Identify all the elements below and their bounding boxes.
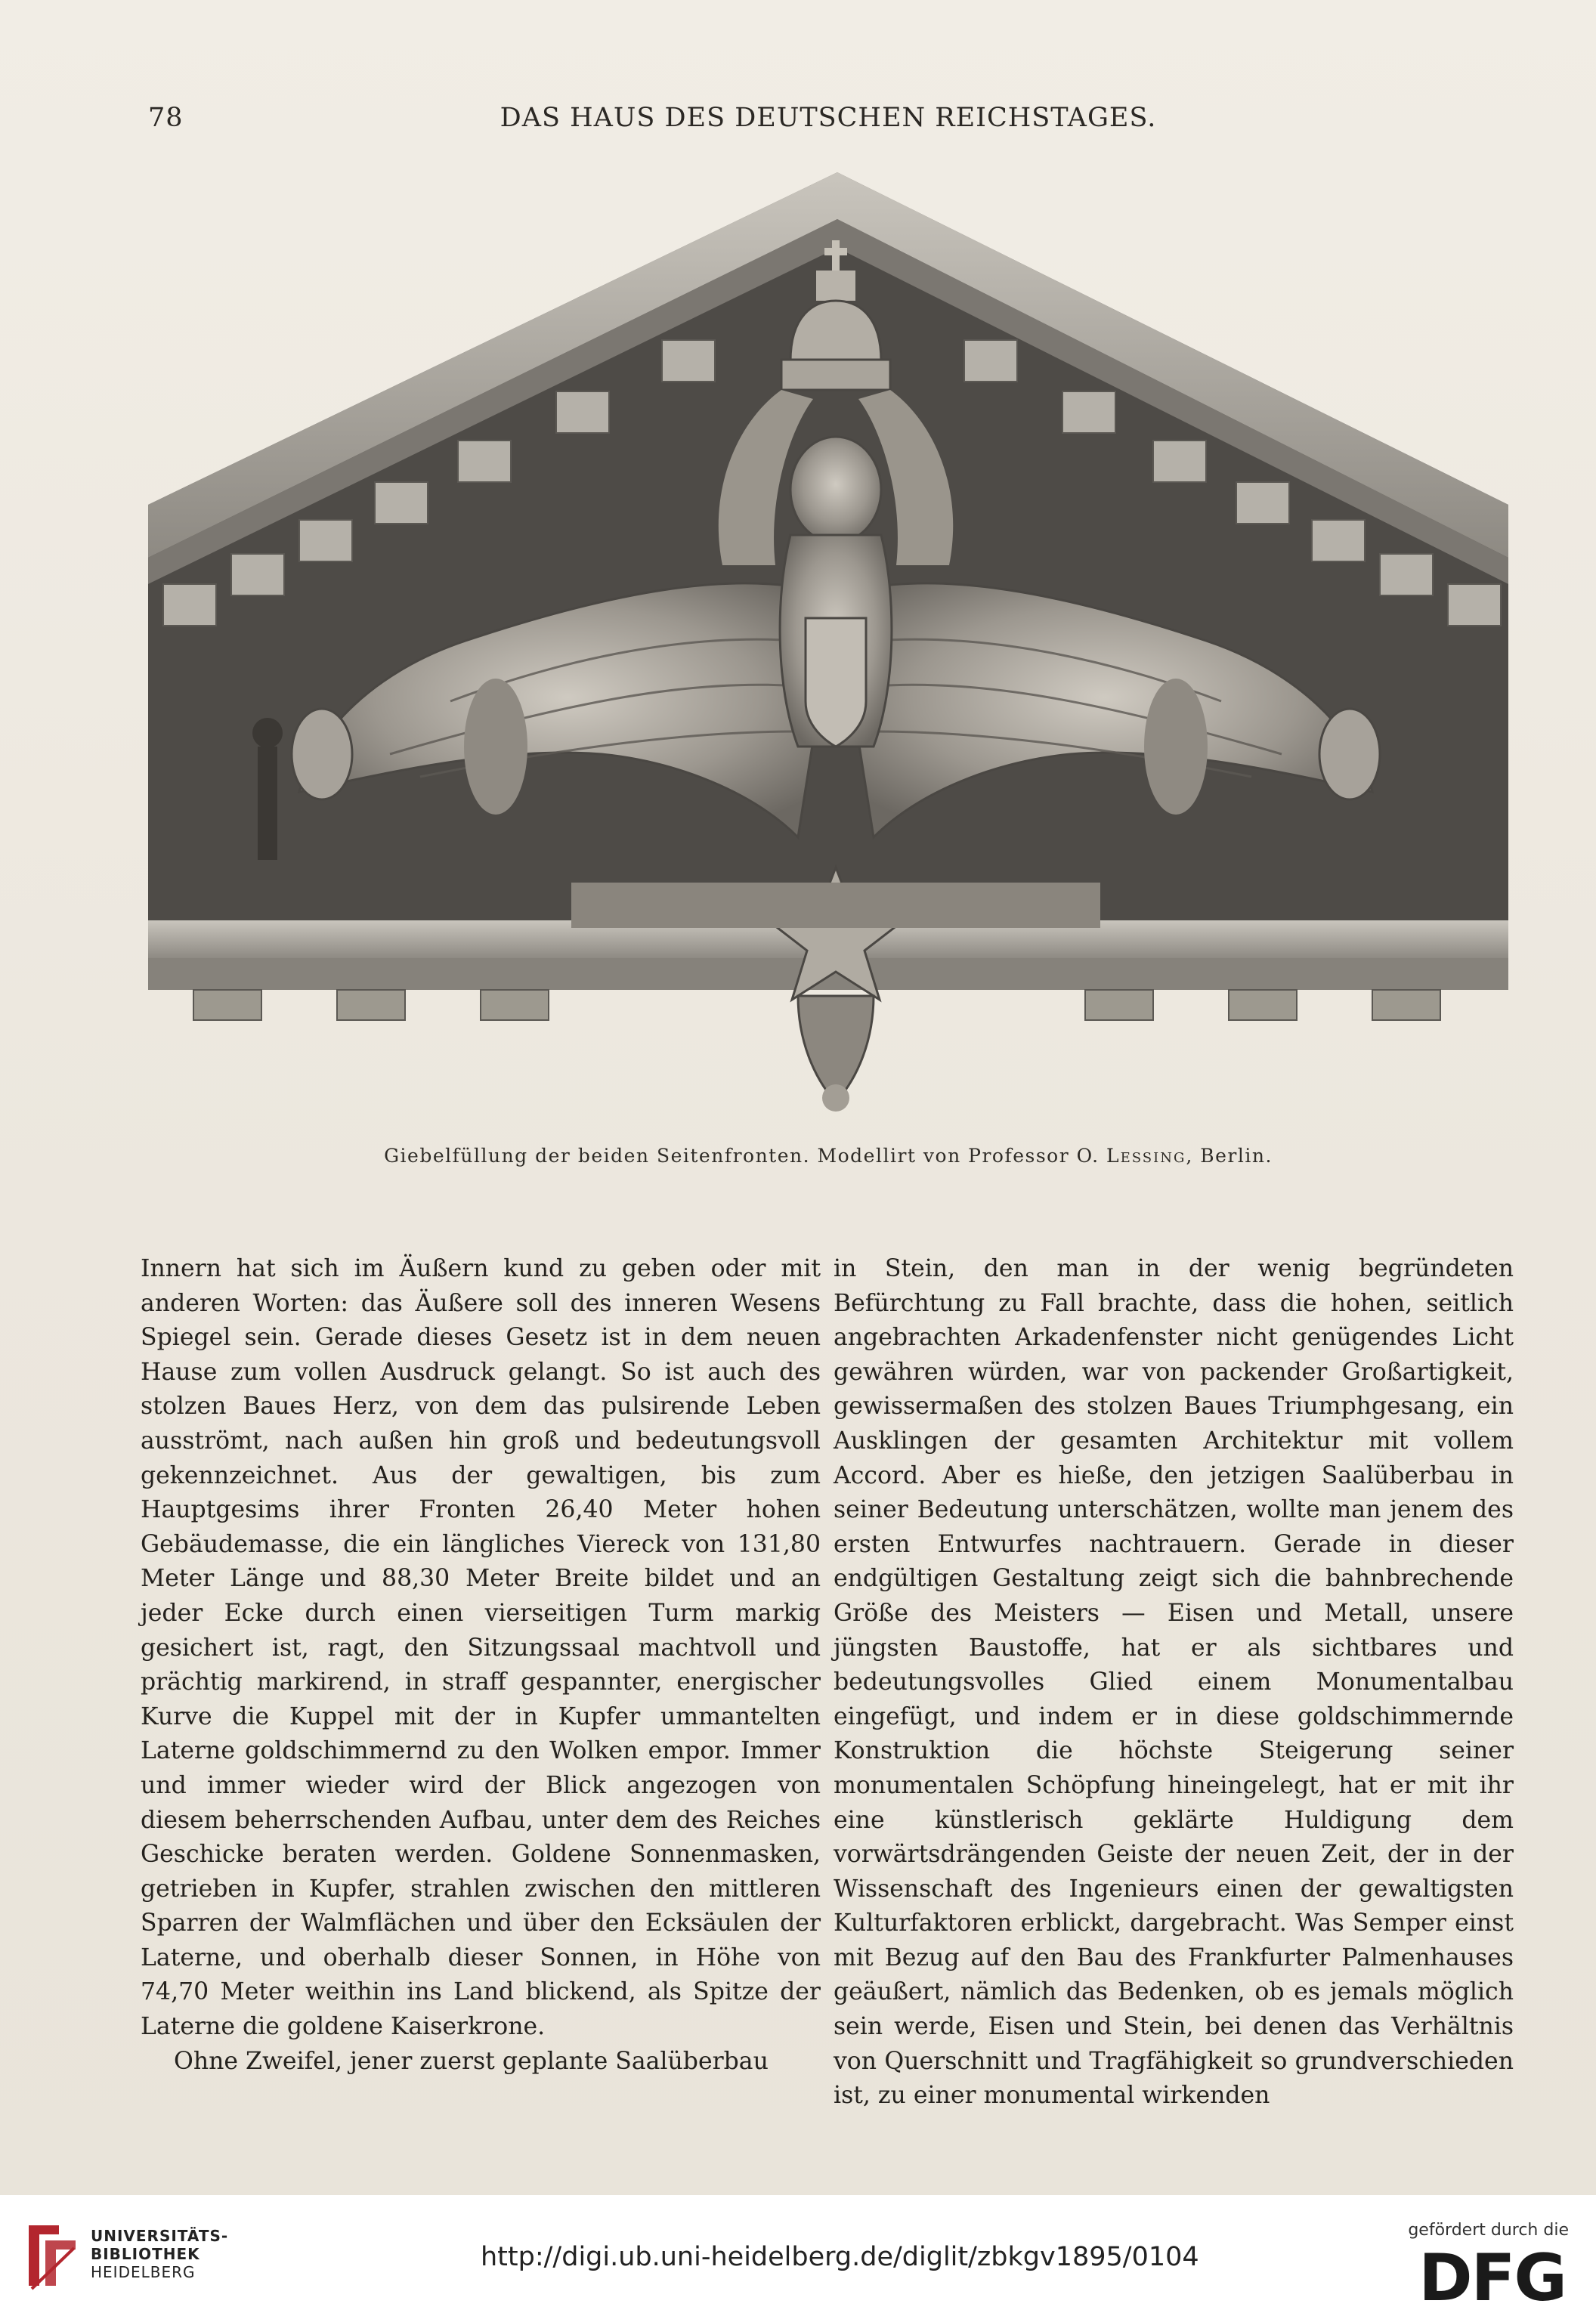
running-head xyxy=(148,103,1508,148)
caption-location: , Berlin. xyxy=(1186,1145,1273,1167)
dfg-logo: DFG xyxy=(1418,2240,1566,2316)
funder-label: gefördert durch die xyxy=(1408,2221,1569,2240)
permalink-url[interactable]: http://digi.ub.uni-heidelberg.de/diglit/zbkgv1895/0104 xyxy=(481,2242,1199,2272)
caption-sculptor-name: Lessing xyxy=(1106,1145,1186,1167)
page-number: 78 xyxy=(148,103,184,133)
digitization-footer xyxy=(0,2195,1596,2316)
text-column-left xyxy=(141,1252,821,2079)
caption-text: Giebelfüllung der beiden Seitenfronten. Modellirt von Professor O. xyxy=(384,1145,1107,1167)
text-column-right xyxy=(834,1252,1514,2113)
library-name-line: UNIVERSITÄTS- xyxy=(91,2227,229,2245)
library-name xyxy=(91,2227,228,2281)
figure-caption xyxy=(148,1145,1508,1167)
running-title: DAS HAUS DES DEUTSCHEN REICHSTAGES. xyxy=(500,103,1157,133)
library-name-line: BIBLIOTHEK xyxy=(91,2245,200,2263)
paragraph: Ohne Zweifel, jener zuerst geplante Saalüberbau xyxy=(174,2047,769,2075)
paragraph: in Stein, den man in der wenig begründeten Befürchtung zu Fall brachte, dass die hohen, seitlich angebrachten Arkadenfenster nicht genügendes Licht gewähren würden, war von packender Großartigkeit, gewissermaßen des stolzen Baues Triumphgesang, ein Ausklingen der gesamten Architektur mit vollem Accord. Aber es hieße, den jetzigen Saalüberbau in seiner Bedeutung unterschätzen, wollte man jenem des ersten Entwurfes nachtrauern. Gerade in dieser endgültigen Gestaltung zeigt sich die bahnbrechende Größe des Meisters — Eisen und Metall, unsere jüngsten Baustoffe, hat er als sichtbares und bedeutungsvolles Glied einem Monumentalbau eingefügt, und indem er in diese goldschimmernde Konstruktion die höchste Steigerung seiner monumentalen Schöpfung hineingelegt, hat er mit ihr eine künstlerisch geklärte Huldigung dem vorwärtsdrängenden Geiste der neuen Zeit, der in der Wissenschaft des Ingenieurs einen der gewaltigsten Kulturfaktoren erblickt, dargebracht. Was Semper einst mit Bezug auf den Bau des Frankfurter Palmenhauses geäußert, nämlich das Bedenken, ob es jemals möglich sein werde, Eisen und Stein, bei denen das Verhältnis von Querschnitt und Tragfähigkeit so grundverschieden ist, zu einer monumental wirkenden xyxy=(834,1255,1514,2110)
pediment-photograph xyxy=(148,172,1508,1117)
paragraph: Innern hat sich im Äußern kund zu geben oder mit anderen Worten: das Äußere soll des inneren Wesens Spiegel sein. Gerade dieses Gesetz ist in dem neuen Hause zum vollen Ausdruck gelangt. So ist auch des stolzen Baues Herz, von dem das pulsirende Leben ausströmt, nach außen hin groß und bedeutungsvoll gekennzeichnet. Aus der gewaltigen, bis zum Hauptgesims ihrer Fronten 26,40 Meter hohen Gebäudemasse, die ein längliches Viereck von 131,80 Meter Länge und 88,30 Meter Breite bildet und an jeder Ecke durch einen vierseitigen Turm markig gesichert ist, ragt, den Sitzungssaal machtvoll und prächtig markirend, in straff gespannter, energischer Kurve die Kuppel mit der in Kupfer ummantelten Laterne goldschimmernd zu den Wolken empor. Immer und immer wieder wird der Blick angezogen von diesem beherrschenden Aufbau, unter dem des Reiches Geschicke beraten werden. Goldene Sonnenmasken, getrieben in Kupfer, strahlen zwischen den mittleren Sparren der Walmflächen und über den Ecksäulen der Laterne, und oberhalb dieser Sonnen, in Höhe von 74,70 Meter weithin ins Land blickend, als Spitze der Laterne die goldene Kaiserkrone. xyxy=(141,1255,821,2041)
library-name-line: HEIDELBERG xyxy=(91,2263,196,2281)
university-library-logo-icon xyxy=(21,2218,85,2293)
